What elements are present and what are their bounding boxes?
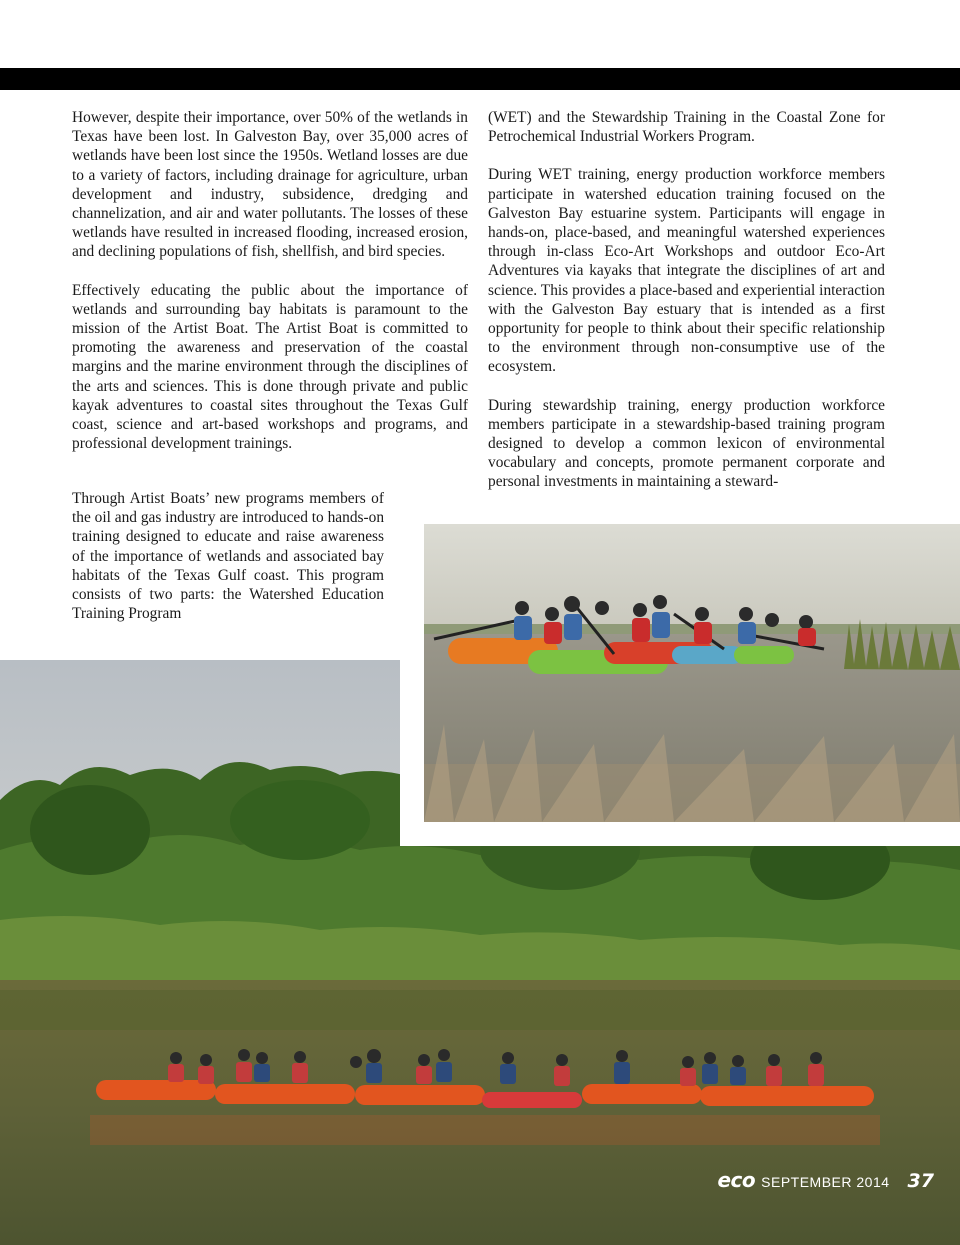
photo-kayak-students-marsh — [424, 524, 960, 822]
paragraph-stewardship-training: During stewardship training, energy production workforce members participate in a stewardship-based training program designed to develop a common lexicon of environmental vocabulary and concepts, promote permanent corporate and personal investments in maintaining a steward- — [488, 396, 885, 491]
page-number: 37 — [907, 1170, 934, 1192]
page-footer — [717, 1168, 934, 1192]
paragraph-program-names: (WET) and the Stewardship Training in the Coastal Zone for Petrochemical Industrial Workers Program. — [488, 109, 885, 146]
article-left-column-narrow — [72, 489, 384, 623]
paragraph-wetlands-loss: However, despite their importance, over 50% of the wetlands in Texas have been lost. In Galveston Bay, over 35,000 acres of wetlands have been lost since the 1950s. Wetland losses are due to a variety of factors, including drainage for agriculture, urban development and industry, subsidence, dredging and channelization, and air and water pollutants. The losses of these wetlands have resulted in increased flooding, increased erosion, and declining populations of fish, shellfish, and bird species. — [72, 109, 468, 261]
paragraph-artist-boat-mission: Effectively educating the public about the importance of wetlands and surrounding bay habitats is paramount to the mission of the Artist Boat. The Artist Boat is committed to promoting the awareness and preservation of the coastal margins and the marine environment through the disciplines of the arts and sciences. This is done through private and public kayak adventures to coastal sites throughout the Texas Gulf coast, science and art-based workshops and programs, and professional development trainings. — [72, 281, 468, 453]
paragraph-wet-training: During WET training, energy production workforce members participate in watershed education training focused on the Galveston Bay estuarine system. Participants will engage in hands-on, place-based, and meaningful watershed experiences through in-class Eco-Art Workshops and outdoor Eco-Art Adventures via kayaks that integrate the disciplines of art and science. This provides a place-based and experiential interaction with the Galveston Bay estuary that is intended as a first opportunity for people to think about their specific relationship to the environment through non-consumptive use of the ecosystem. — [488, 166, 885, 376]
header-bar — [0, 68, 960, 90]
paragraph-oil-gas-programs: Through Artist Boats’ new programs members of the oil and gas industry are introduced to hands-on training designed to educate and raise awareness of the importance of wetlands and associated bay habitats of the Texas Gulf coast. This program consists of two parts: the Watershed Education Training Program — [72, 490, 385, 623]
article-right-column — [488, 108, 885, 492]
article-left-column — [72, 108, 468, 453]
issue-date: SEPTEMBER 2014 — [761, 1174, 890, 1190]
magazine-brand: eco — [717, 1168, 756, 1192]
